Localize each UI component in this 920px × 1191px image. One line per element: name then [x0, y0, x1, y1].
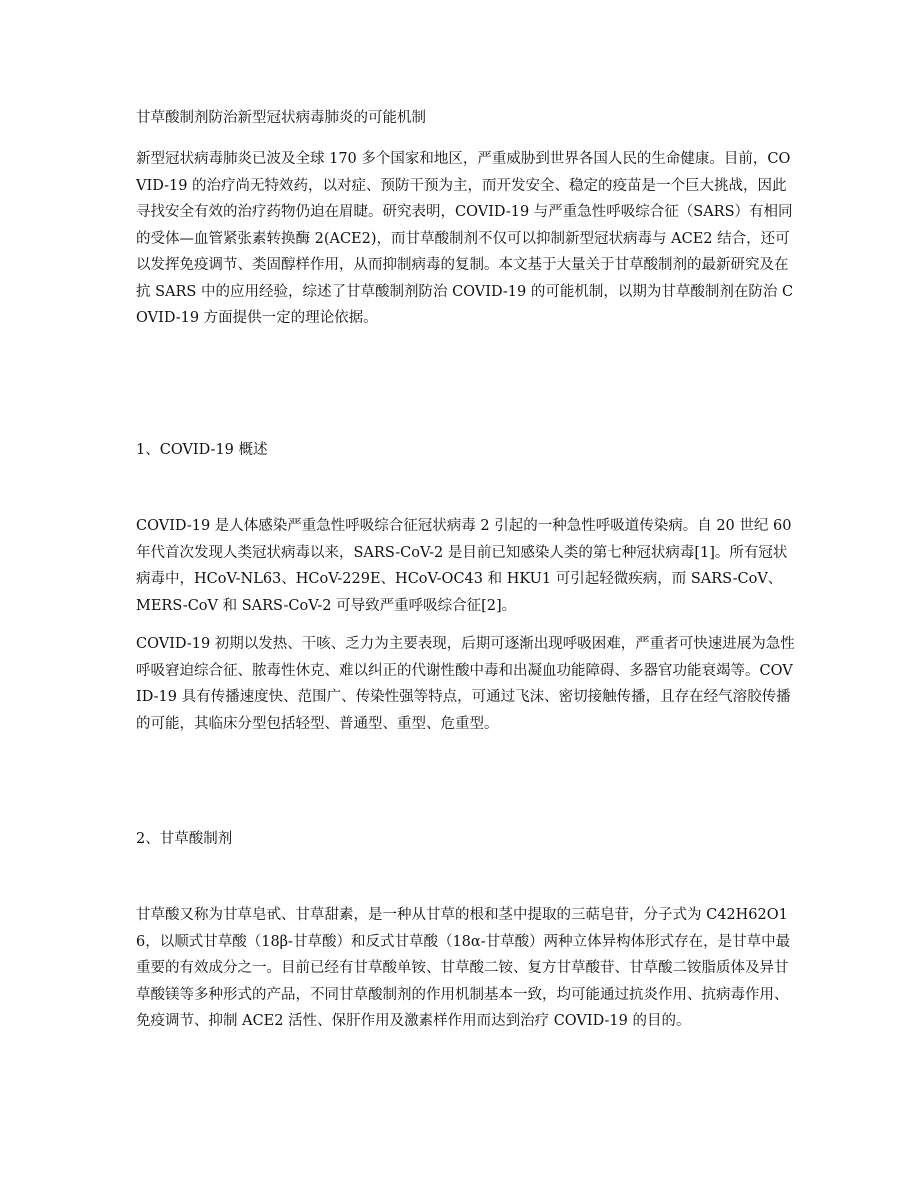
intro-paragraph: 新型冠状病毒肺炎已波及全球 170 多个国家和地区，严重威胁到世界各国人民的生命健康。目前，COVID-19 的治疗尚无特效药，以对症、预防干预为主，而开发安全、稳定的疫苗是一个巨大挑战，因此寻找安全有效的治疗药物仍迫在眉睫。研究表明，COVID-19 与严重急性呼吸综合征（SARS）有相同的受体—血管紧张素转换酶 2(ACE2)，而甘草酸制剂不仅可以抑制新型冠状病毒与 ACE2 结合，还可以发挥免疫调节、类固醇样作用，从而抑制病毒的复制。本文基于大量关于甘草酸制剂的最新研究及在抗 SARS 中的应用经验，综述了甘草酸制剂防治 COVID-19 的可能机制，以期为甘草酸制剂在防治 COVID-19 方面提供一定的理论依据。 — [136, 151, 794, 326]
section-heading-overview: 1、COVID-19 概述 — [136, 442, 268, 458]
section-heading-glycyrrhizin: 2、甘草酸制剂 — [136, 831, 233, 847]
document-title: 甘草酸制剂防治新型冠状病毒肺炎的可能机制 — [136, 110, 426, 126]
glycyrrhizin-paragraph: 甘草酸又称为甘草皂甙、甘草甜素，是一种从甘草的根和茎中提取的三萜皂苷，分子式为 C42H62O16，以顺式甘草酸（18β-甘草酸）和反式甘草酸（18α-甘草酸）两种立体异构体形式存在，是甘草中最重要的有效成分之一。目前已经有甘草酸单铵、甘草酸二铵、复方甘草酸苷、甘草酸二铵脂质体及异甘草酸镁等多种形式的产品，不同甘草酸制剂的作用机制基本一致，均可能通过抗炎作用、抗病毒作用、免疫调节、抑制 ACE2 活性、保肝作用及激素样作用而达到治疗 COVID-19 的目的。 — [136, 907, 791, 1029]
overview-paragraph-1: COVID-19 是人体感染严重急性呼吸综合征冠状病毒 2 引起的一种急性呼吸道传染病。自 20 世纪 60 年代首次发现人类冠状病毒以来，SARS-CoV-2 是目前已知感染人类的第七种冠状病毒[1]。所有冠状病毒中，HCoV-NL63、HCoV-229E、HCoV-OC43 和 HKU1 可引起轻微疾病，而 SARS-CoV、MERS-CoV 和 SARS-CoV-2 可导致严重呼吸综合征[2]。 — [136, 518, 792, 614]
overview-paragraph-2: COVID-19 初期以发热、干咳、乏力为主要表现，后期可逐渐出现呼吸困难，严重者可快速进展为急性呼吸窘迫综合征、脓毒性休克、难以纠正的代谢性酸中毒和出凝血功能障碍、多器官功能衰竭等。COVID-19 具有传播速度快、范围广、传染性强等特点，可通过飞沫、密切接触传播，且存在经气溶胶传播的可能，其临床分型包括轻型、普通型、重型、危重型。 — [136, 636, 795, 732]
